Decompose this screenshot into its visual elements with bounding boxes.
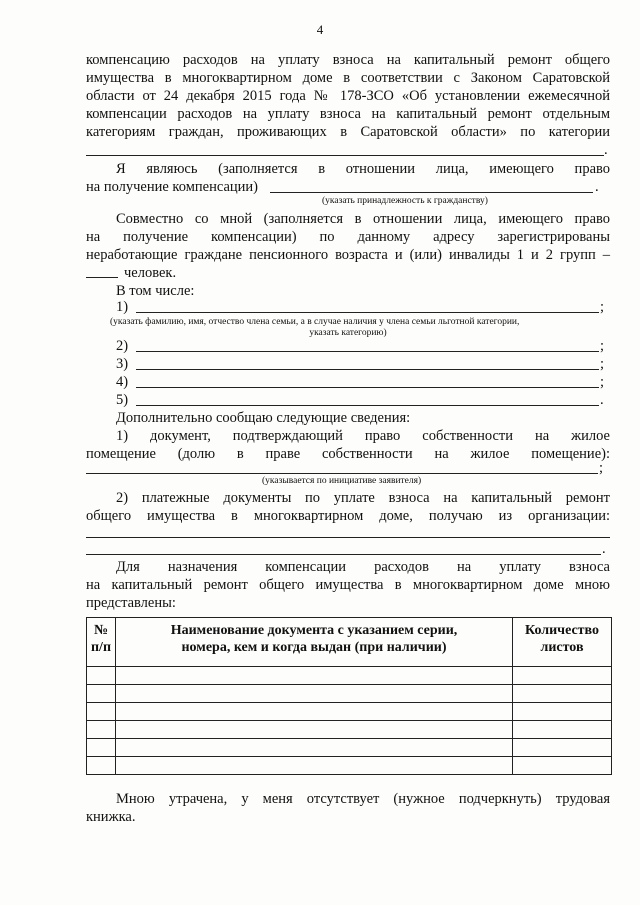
member-4-field[interactable] bbox=[136, 387, 599, 388]
submitted-line-2: на капитальный ремонт общего имущества в многоквартирном доме мною bbox=[86, 577, 610, 593]
payment-organization-field-1[interactable] bbox=[86, 537, 610, 538]
member-5-number: 5) bbox=[116, 392, 129, 408]
payment-organization-field-2[interactable] bbox=[86, 554, 601, 555]
page-number: 4 bbox=[316, 22, 324, 37]
table-row bbox=[87, 721, 612, 739]
member-5-field[interactable] bbox=[136, 405, 599, 406]
additional-label: Дополнительно сообщаю следующие сведения: bbox=[116, 410, 411, 426]
intro-line-5: категориям граждан, проживающих в Саратовской области» по категории bbox=[86, 124, 610, 140]
row-sheets-cell[interactable] bbox=[513, 685, 612, 703]
affiliation-end: . bbox=[595, 179, 599, 195]
row-document-cell[interactable] bbox=[116, 685, 513, 703]
row-document-cell[interactable] bbox=[116, 721, 513, 739]
row-number-cell[interactable] bbox=[87, 703, 116, 721]
member-1-number: 1) bbox=[116, 299, 129, 315]
payment-organization-end: . bbox=[602, 541, 606, 557]
affiliation-line-1: Я являюсь (заполняется в отношении лица, имеющего право bbox=[116, 161, 610, 177]
row-document-cell[interactable] bbox=[116, 667, 513, 685]
affiliation-hint: (указать принадлежность к гражданству) bbox=[322, 196, 488, 206]
submitted-line-1: Для назначения компенсации расходов на уплату взноса bbox=[116, 559, 610, 575]
intro-line-2: имущества в многоквартирном доме в соответствии с Законом Саратовской bbox=[86, 70, 610, 86]
row-sheets-cell[interactable] bbox=[513, 739, 612, 757]
row-sheets-cell[interactable] bbox=[513, 757, 612, 775]
member-3-number: 3) bbox=[116, 356, 129, 372]
workbook-line-1: Мною утрачена, у меня отсутствует (нужное подчеркнуть) трудовая bbox=[116, 791, 610, 807]
header-sheet-count: Количество листов bbox=[513, 618, 612, 667]
table-row bbox=[87, 667, 612, 685]
table-row bbox=[87, 703, 612, 721]
category-field[interactable] bbox=[86, 155, 604, 156]
additional-item1-line-2: помещение (долю в праве собственности на жилое помещение): bbox=[86, 446, 610, 462]
row-number-cell[interactable] bbox=[87, 757, 116, 775]
affiliation-line-2: на получение компенсации) bbox=[86, 179, 259, 195]
row-document-cell[interactable] bbox=[116, 703, 513, 721]
row-sheets-cell[interactable] bbox=[513, 703, 612, 721]
row-sheets-cell[interactable] bbox=[513, 721, 612, 739]
member-hint-line-1: (указать фамилию, имя, отчество члена семьи, а в случае наличия у члена семьи льготной категории, bbox=[110, 317, 520, 327]
ownership-document-field[interactable] bbox=[86, 473, 598, 474]
cohabitants-line-2: на получение компенсации) по данному адресу зарегистрированы bbox=[86, 229, 610, 245]
documents-table bbox=[86, 617, 612, 775]
table-row bbox=[87, 757, 612, 775]
affiliation-field[interactable] bbox=[270, 192, 593, 193]
submitted-line-3: представлены: bbox=[86, 595, 176, 611]
member-4-end: ; bbox=[600, 374, 605, 390]
member-1-end: ; bbox=[600, 299, 605, 315]
additional-item2-line-1: 2) платежные документы по уплате взноса на капитальный ремонт bbox=[116, 490, 610, 506]
member-1-field[interactable] bbox=[136, 312, 599, 313]
member-2-number: 2) bbox=[116, 338, 129, 354]
header-document-name: Наименование документа с указанием серии, номера, кем и когда выдан (при наличии) bbox=[116, 618, 513, 667]
intro-line-3: области от 24 декабря 2015 года № 178-ЗСО «Об установлении ежемесячной bbox=[86, 88, 610, 104]
cohabitants-count-field[interactable] bbox=[86, 277, 118, 278]
table-row bbox=[87, 739, 612, 757]
row-document-cell[interactable] bbox=[116, 739, 513, 757]
member-3-end: ; bbox=[600, 356, 605, 372]
including-label: В том числе: bbox=[116, 283, 195, 299]
member-4-number: 4) bbox=[116, 374, 129, 390]
row-number-cell[interactable] bbox=[87, 685, 116, 703]
intro-line-1: компенсацию расходов на уплату взноса на капитальный ремонт общего bbox=[86, 52, 610, 68]
member-2-end: ; bbox=[600, 338, 605, 354]
member-5-end: . bbox=[600, 392, 604, 408]
member-hint-line-2: указать категорию) bbox=[309, 328, 387, 338]
row-number-cell[interactable] bbox=[87, 667, 116, 685]
additional-item2-line-2: общего имущества в многоквартирном доме, получаю из организации: bbox=[86, 508, 610, 524]
row-number-cell[interactable] bbox=[87, 739, 116, 757]
documents-table-header bbox=[87, 618, 612, 667]
ownership-document-hint: (указывается по инициативе заявителя) bbox=[262, 476, 422, 486]
row-sheets-cell[interactable] bbox=[513, 667, 612, 685]
header-number: № п/п bbox=[87, 618, 116, 667]
cohabitants-line-1: Совместно со мной (заполняется в отношении лица, имеющего право bbox=[116, 211, 610, 227]
ownership-document-end: ; bbox=[599, 460, 604, 476]
row-document-cell[interactable] bbox=[116, 757, 513, 775]
cohabitants-line-3: неработающие граждане пенсионного возраста и (или) инвалиды 1 и 2 групп – bbox=[86, 247, 610, 263]
workbook-line-2: книжка. bbox=[86, 809, 136, 825]
category-end-dot: . bbox=[604, 142, 608, 158]
row-number-cell[interactable] bbox=[87, 721, 116, 739]
cohabitants-count-suffix: человек. bbox=[124, 265, 177, 281]
additional-item1-line-1: 1) документ, подтверждающий право собственности на жилое bbox=[116, 428, 610, 444]
member-2-field[interactable] bbox=[136, 351, 599, 352]
intro-line-4: компенсации расходов на уплату взноса на капитальный ремонт отдельным bbox=[86, 106, 610, 122]
member-3-field[interactable] bbox=[136, 369, 599, 370]
table-row bbox=[87, 685, 612, 703]
